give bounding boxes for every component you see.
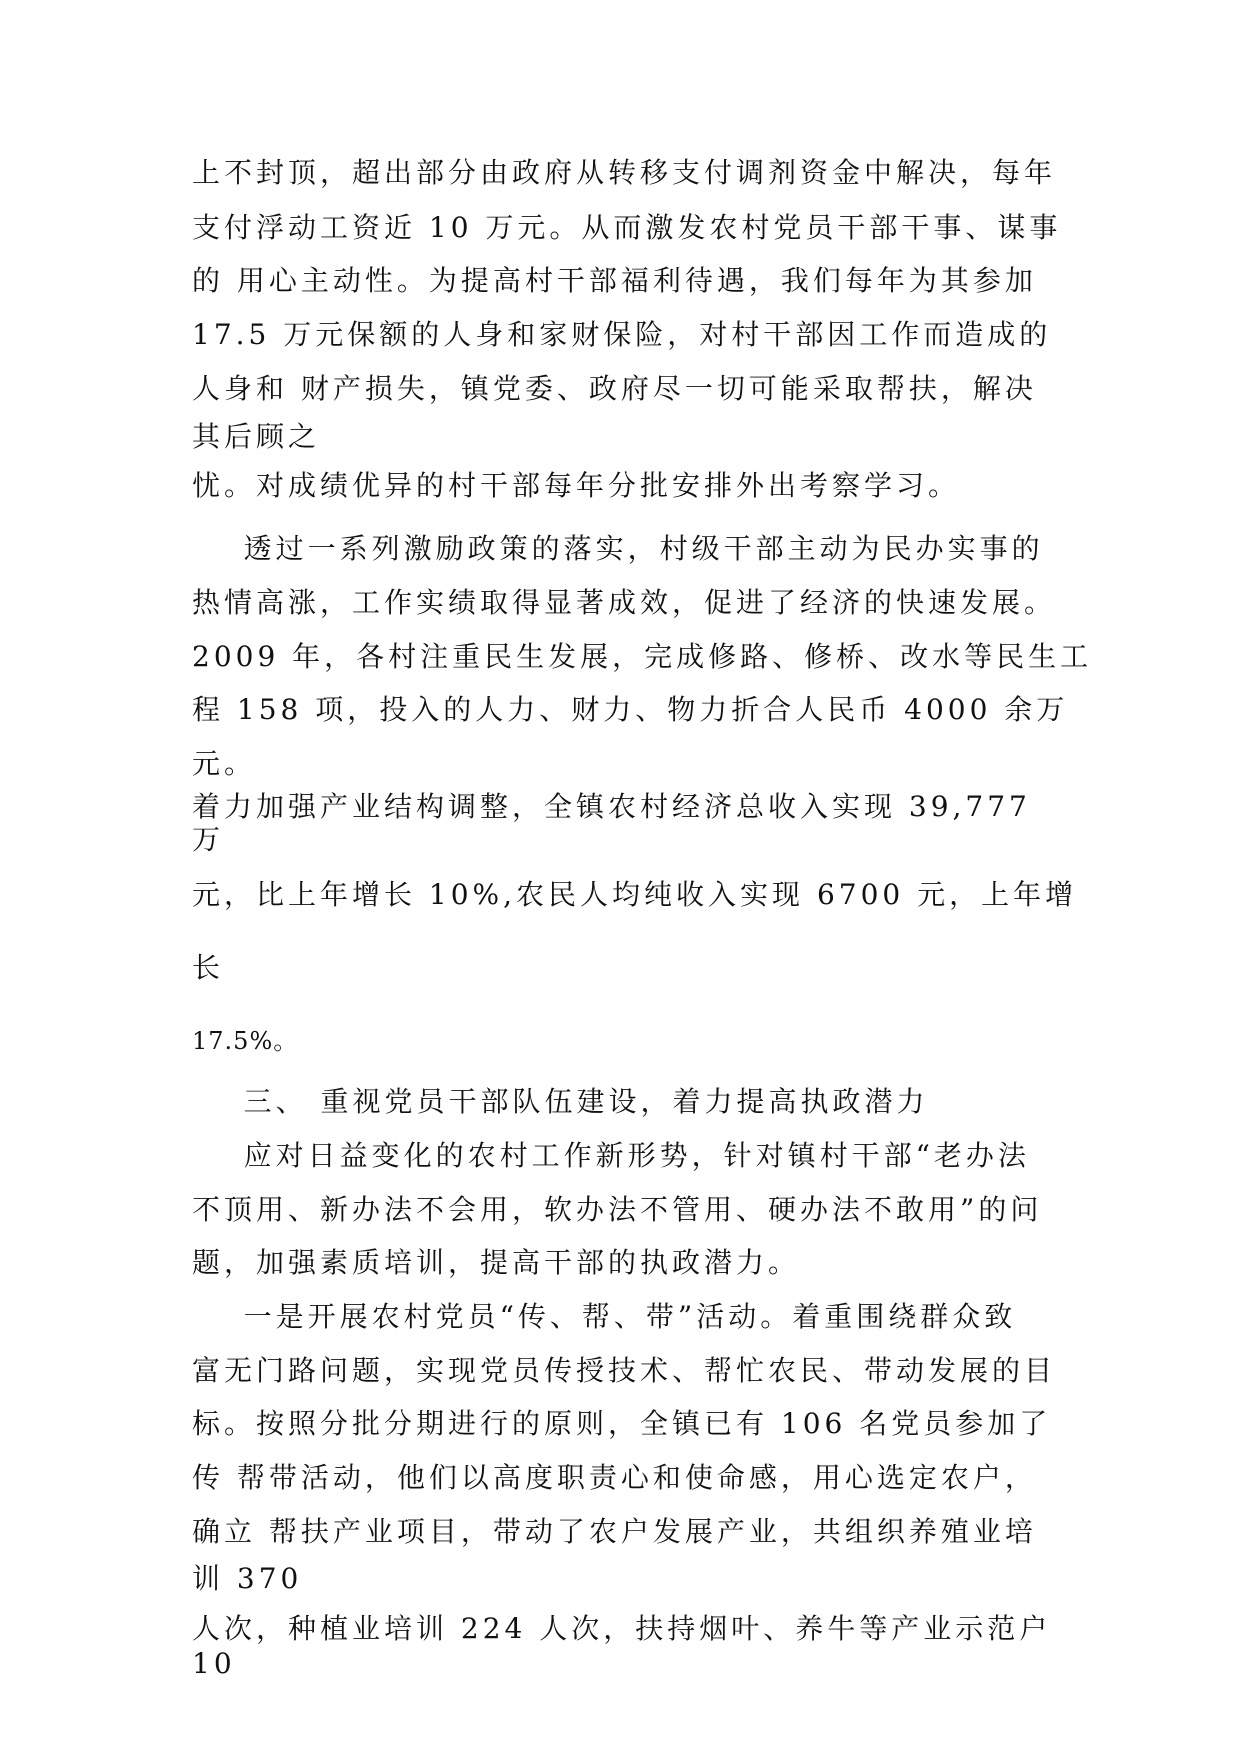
text-line: 10 bbox=[192, 1647, 236, 1680]
text-line: 2009 年，各村注重民生发展，完成修路、修桥、改水等民生工 bbox=[192, 640, 1093, 673]
text-line: 忧。对成绩优异的村干部每年分批安排外出考察学习。 bbox=[192, 469, 961, 502]
section-heading: 三、 重视党员干部队伍建设，着力提高执政潜力 bbox=[192, 1085, 929, 1118]
text-line: 支付浮动工资近 10 万元。从而激发农村党员干部干事、谋事 bbox=[192, 211, 1062, 244]
paragraph-first-line: 透过一系列激励政策的落实，村级干部主动为民办实事的 bbox=[192, 532, 1044, 565]
text-line: 标。按照分批分期进行的原则，全镇已有 106 名党员参加了 bbox=[192, 1407, 1052, 1440]
text-line: 17.5 万元保额的人身和家财保险，对村干部因工作而造成的 bbox=[192, 318, 1052, 351]
text-line: 着力加强产业结构调整，全镇农村经济总收入实现 39,777 bbox=[192, 790, 1031, 823]
paragraph-first-line: 应对日益变化的农村工作新形势，针对镇村干部“老办法 bbox=[192, 1139, 1030, 1172]
text-line: 人次，种植业培训 224 人次，扶持烟叶、养牛等产业示范户 bbox=[192, 1612, 1052, 1645]
text-line: 确立 帮扶产业项目，带动了农户发展产业，共组织养殖业培 bbox=[192, 1515, 1037, 1548]
text-line: 长 bbox=[192, 951, 225, 984]
text-line: 人身和 财产损失，镇党委、政府尽一切可能采取帮扶，解决 bbox=[192, 372, 1037, 405]
text-line: 元，比上年增长 10%,农民人均纯收入实现 6700 元，上年增 bbox=[192, 878, 1078, 911]
text-line: 题，加强素质培训，提高干部的执政潜力。 bbox=[192, 1246, 801, 1279]
text-line: 万 bbox=[192, 823, 225, 856]
text-line: 的 用心主动性。为提高村干部福利待遇，我们每年为其参加 bbox=[192, 264, 1037, 297]
text-line: 17.5%。 bbox=[192, 1027, 299, 1055]
text-line: 程 158 项，投入的人力、财力、物力折合人民币 4000 余万 bbox=[192, 693, 1069, 726]
paragraph-first-line: 一是开展农村党员“传、帮、带”活动。着重围绕群众致 bbox=[192, 1300, 1017, 1333]
text-line: 传 帮带活动，他们以高度职责心和使命感，用心选定农户， bbox=[192, 1461, 1037, 1494]
text-line: 上不封顶，超出部分由政府从转移支付调剂资金中解决，每年 bbox=[192, 156, 1057, 189]
text-line: 训 370 bbox=[192, 1562, 303, 1595]
text-line: 不顶用、新办法不会用，软办法不管用、硬办法不敢用”的问 bbox=[192, 1193, 1043, 1226]
text-line: 热情高涨，工作实绩取得显著成效，促进了经济的快速发展。 bbox=[192, 586, 1057, 619]
text-line: 其后顾之 bbox=[192, 420, 321, 453]
text-line: 元。 bbox=[192, 747, 257, 780]
text-line: 富无门路问题，实现党员传授技术、帮忙农民、带动发展的目 bbox=[192, 1354, 1057, 1387]
